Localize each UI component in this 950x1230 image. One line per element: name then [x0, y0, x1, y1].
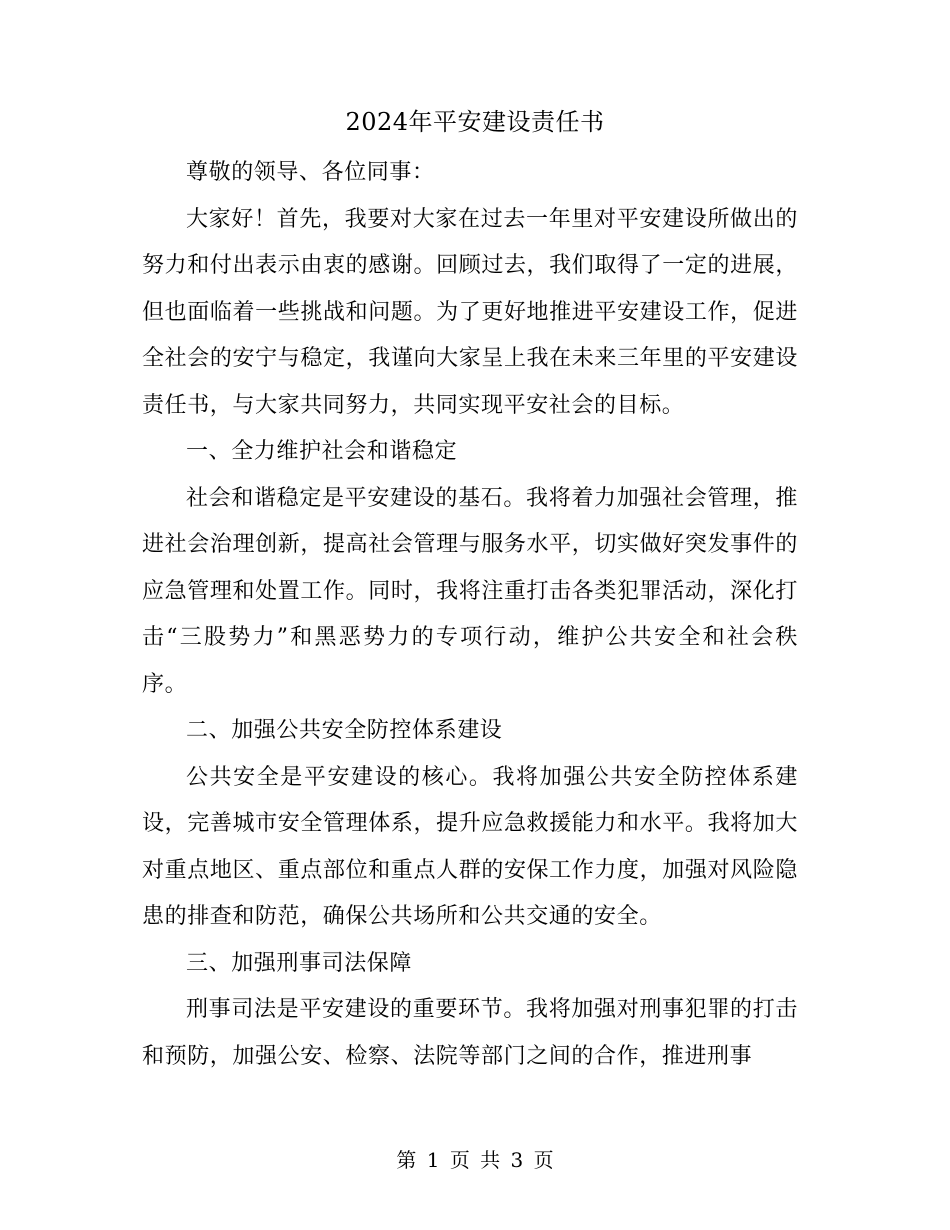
section-heading-1: 一、全力维护社会和谐稳定: [186, 439, 458, 464]
section-heading-2: 二、加强公共安全防控体系建设: [186, 718, 503, 743]
document-title: 2024年平安建设责任书: [345, 108, 605, 136]
section-body-1: 社会和谐稳定是平安建设的基石。我将着力加强社会管理，推进社会治理创新，提高社会管理与服务水平，切实做好突发事件的应急管理和处置工作。同时，我将注重打击各类犯罪活动，深化打击“三股势力”和黑恶势力的专项行动，维护公共安全和社会秩序。: [142, 485, 798, 697]
intro-paragraph: 大家好！首先，我要对大家在过去一年里对平安建设所做出的努力和付出表示由衷的感谢。回顾过去，我们取得了一定的进展，但也面临着一些挑战和问题。为了更好地推进平安建设工作，促进全社会的安宁与稳定，我谨向大家呈上我在未来三年里的平安建设责任书，与大家共同努力，共同实现平安社会的目标。: [142, 206, 798, 418]
section-body-3: 刑事司法是平安建设的重要环节。我将加强对刑事犯罪的打击和预防，加强公安、检察、法院等部门之间的合作，推进刑事: [142, 997, 798, 1069]
salutation: 尊敬的领导、各位同事：: [186, 160, 435, 185]
page-number-footer: 第 1 页 共 3 页: [396, 1148, 554, 1172]
section-body-2: 公共安全是平安建设的核心。我将加强公共安全防控体系建设，完善城市安全管理体系，提升应急救援能力和水平。我将加大对重点地区、重点部位和重点人群的安保工作力度，加强对风险隐患的排查和防范，确保公共场所和公共交通的安全。: [142, 764, 798, 929]
section-heading-3: 三、加强刑事司法保障: [186, 950, 413, 976]
document-body: [142, 150, 798, 1080]
